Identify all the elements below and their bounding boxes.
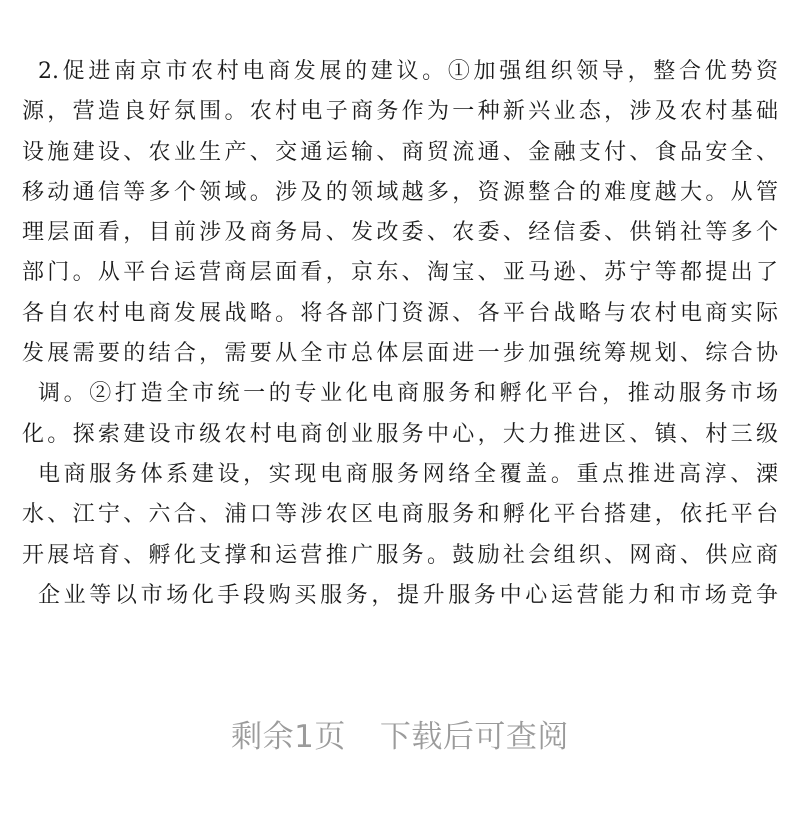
text-line: 企业等以市场化手段购买服务，提升服务中心运营能力和市场竞争 [38, 582, 778, 608]
text-line: 设施建设、农业生产、交通运输、商贸流通、金融支付、食品安全、 [22, 139, 778, 165]
text-line: 水、江宁、六合、浦口等涉农区电商服务和孵化平台搭建，依托平台 [22, 502, 778, 528]
text-line: 理层面看，目前涉及商务局、发改委、农委、经信委、供销社等多个 [22, 220, 778, 246]
remaining-pages-text: 剩余1页 [231, 719, 346, 755]
text-line: 发展需要的结合，需要从全市总体层面进一步加强统筹规划、综合协 [22, 341, 778, 367]
text-line: 开展培育、孵化支撑和运营推广服务。鼓励社会组织、网商、供应商 [22, 542, 778, 568]
text-line: 部门。从平台运营商层面看，京东、淘宝、亚马逊、苏宁等都提出了 [22, 260, 778, 286]
text-line: 化。探索建设市级农村电商创业服务中心，大力推进区、镇、村三级 [22, 421, 778, 447]
remaining-pages-banner[interactable] [0, 712, 800, 762]
text-line: 电商服务体系建设，实现电商服务网络全覆盖。重点推进高淳、溧 [38, 461, 778, 487]
text-line: 各自农村电商发展战略。将各部门资源、各平台战略与农村电商实际 [22, 300, 778, 326]
text-line: 2.促进南京市农村电商发展的建议。①加强组织领导，整合优势资 [38, 59, 778, 84]
download-to-view-link[interactable]: 下载后可查阅 [379, 719, 569, 755]
text-line: 调。②打造全市统一的专业化电商服务和孵化平台，推动服务市场 [38, 381, 778, 407]
document-body [22, 52, 778, 616]
text-line: 源，营造良好氛围。农村电子商务作为一种新兴业态，涉及农村基础 [22, 99, 778, 125]
text-line: 移动通信等多个领域。涉及的领域越多，资源整合的难度越大。从管 [22, 179, 778, 205]
